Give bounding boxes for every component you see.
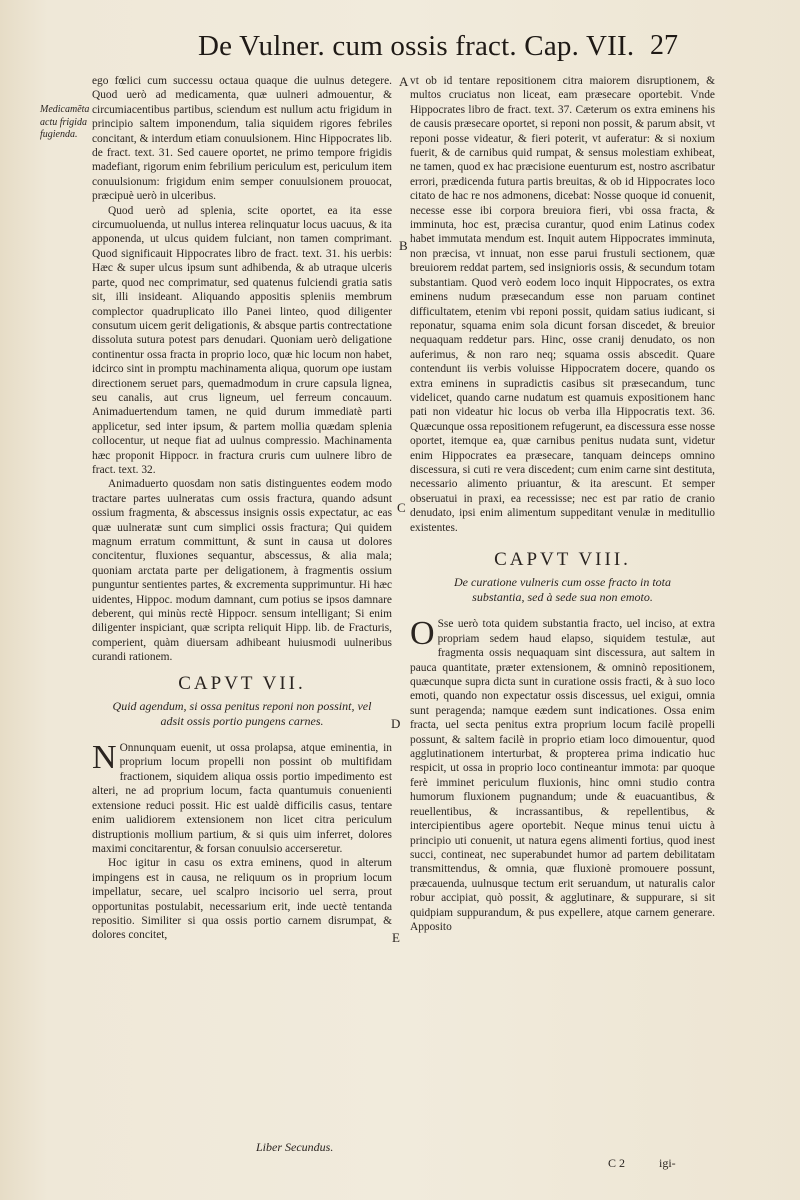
catchword-left: Liber Secundus. bbox=[256, 1140, 334, 1154]
chapter-opening-paragraph bbox=[92, 741, 392, 856]
signature-mark: C 2 bbox=[608, 1156, 626, 1170]
drop-cap: N bbox=[92, 739, 117, 777]
chapter-subtitle: Quid agendum, si ossa penitus reponi non possint, vel adsit ossis portio pungens carnes. bbox=[112, 699, 372, 729]
section-marker-b: B bbox=[399, 238, 408, 253]
paragraph: ego fœlici cum successu octaua quaque die uulnus detegere. Quod uerò ad medicamenta, quæ uulneri admouentur, & circumiacentibus partibus, sciendum est nullum actu frigidum in principio saltem imponendum, talia siquidem rigores febriles concitant, & interdum etiam conuulsionem. Hinc Hippocrates lib. de fract. text. 31. Sed cauere oportet, ne primo tempore frigidis madefiant, rigorum enim febrilium periculum est, periculum item conuulsionum: frigidum enim semper conuulsionem prouocat, præcipuè uerò in ulceribus. bbox=[92, 75, 392, 203]
left-column bbox=[92, 74, 392, 943]
right-column bbox=[410, 74, 715, 934]
paragraph: Animaduerto quosdam non satis distinguentes eodem modo tractare partes uulneratas cum ossis fractura, quando adsunt ossium fragmenta, & abscessus insignis ossis expectatur, ac eas quæ uulneratæ sunt cum simplici ossis fractura; Qui quidem magnum erratum committunt, & sunt in causa ut dolores concitentur, fluxiones sequantur, abscessus, & alia mala; quoniam arctata parte per deligationem, à fragmentis ossium punguntur sentientes partes, & excrementa supprimuntur. Hi hæc uidentes, Hippoc. modum damnant, cum potius se ipsos damnare deberent, qui minùs rectè Hippocr. sensum intelligant; Si enim diligenter inspiciant, quæ scripta reliquit Hipp. lib. de Fracturis, comperient, quàm diuersam adhibeant huiusmodi uulneribus curandi rationem. bbox=[92, 478, 392, 664]
page-number: 27 bbox=[650, 30, 678, 61]
paragraph: Quod uerò ad splenia, scite oportet, ea ita esse circumuoluenda, ut nullus interea relinquatur locus uacuus, & ita apponenda, ut ulcus quidem fulciant, non tamen comprimant. Quod significauit Hippocrates libro de fract. text. 31. his uerbis: Hæc & super ulcus ipsum sunt adhibenda, & ab utraque ulceris parte, quod nec comprimatur, sed quatenus fulciendi gratia satis sit, illi insideant. Aliquando appositis spleniis membrum complector quadruplicato illo Panei linteo, quod diligenter consutum uicem gerit deligationis, & absque partis contrectatione dissoluta sutura potest pars denudari. Quoniam uerò deligatione continentur ossa fracta in proprio loco, quæ hic locum non habet, idcirco sint in promptu machinamenta aliqua, quorum ope iustam directionem seruet pars, quemadmodum in crure capsula lignea, seu canalis, aut crus ligneum, uel ferreum concauum. Animaduertendum tamen, ne quid durum immediatè parti applicetur, sed inter ipsum, & partem mollia quædam splenia collocentur, ut neque fiat ad uulnus compressio. Machinamenta hæc proponit Hippocr. in fractura cruris cum uulnere libro de fract. text. 32. bbox=[92, 204, 392, 476]
section-marker-a: A bbox=[399, 74, 409, 89]
chapter-opening-paragraph bbox=[410, 617, 715, 934]
paragraph-text: Sse uerò tota quidem substantia fracto, uel inciso, at extra propriam sedem haud elapso, siquidem testulæ, aut fragmenta ossis nequaquam sint discessura, aut saltem in pauca quantitate, præter extensionem, & omninò repositionem, quæcunque supra dicta sunt in curatione ossis fracti, & à suo loco emoti, quando non expectatur ossis discessus, uel exigui, omnia sunt peragenda; namque eædem sunt indicationes. Ossa enim fracta, uel secta penitus extra proprium locum facilè propelli possunt, & saltem facilè in proprio etiam loco dimouentur, quod agglutinationem interturbat, & propterea prima indicatio huc respicit, ut ossa in proprio loco contineantur immota: par quoque ferè imminet periculum fluxionis, hinc omni studio contra humorum fluxionem pugnandum; unde & euacuantibus, & reuellentibus, & incrassantibus, & repellentibus, & intercipientibus agere oportebit. Neque minus tenui uictu à principio uti conuenit, ut natura egens alimenti fortius, quod inest succi, contineat, nec superabundet humor ad partem debilitatam transmittendus, & omnia, quæ fluxionè promouere possunt, præcauenda, uulnusque tectum erit seruandum, ut naturalis calor robur accipiat, quò possit, & agglutinare, & suppurare, si sit quidpiam suppurandum, & pus expellere, atque carnem generare. Apposito bbox=[410, 618, 715, 933]
chapter-subtitle: De curatione vulneris cum osse fracto in tota substantia, sed à sede sua non emoto. bbox=[454, 575, 671, 605]
running-title: De Vulner. cum ossis fract. Cap. VII. bbox=[198, 30, 635, 62]
section-marker-c: C bbox=[397, 500, 406, 515]
catchword-right: igi- bbox=[659, 1156, 676, 1170]
paragraph-text: Onnunquam euenit, ut ossa prolapsa, atque eminentia, in proprium locum propelli non possint ob multifidam fractionem, siquidem aliqua ossis portio impedimento est alteri, ne ad proprium locum, facta quantumuis conuenienti extensione reduci possit. Hic est ualdè difficilis casus, tentare enim ualidiorem extensionem non licet citra periculum distruptionis mollium partium, & si quis uim inferret, dolores maximi concitarentur, & forsan conuulsio accerseretur. bbox=[92, 742, 392, 855]
chapter-heading: CAPVT VII. bbox=[178, 672, 306, 694]
page-footer-right bbox=[608, 1156, 676, 1171]
margin-note: Medicamẽta actu frigida fugienda. bbox=[40, 104, 90, 140]
paragraph: Hoc igitur in casu os extra eminens, quod in alterum impingens est in causa, ne reliquum os in proprium locum impellatur, secare, uel scalpro incisorio uel serra, prout opportunitas postulabit, necessarium erit, inde uectè tentanda repositio. Similiter si qua ossis portio carnem disrumpat, & dolores concitet, bbox=[92, 857, 392, 942]
chapter-heading: CAPVT VIII. bbox=[494, 549, 631, 570]
page-header bbox=[0, 18, 800, 74]
paragraph: vt ob id tentare repositionem citra maiorem disruptionem, & multos cruciatus non liceat, eam præsecare oportebit. Vnde Hippocrates libro de fract. text. 37. Cæterum os extra eminens his de causis præsecare oportet, si reponi non possit, & parum absit, vt reponi posse videatur, & fieri poterit, vt auferatur: & si noxium fuerit, & de carnibus quid rumpat, & sensus molestiam exhibeat, ne tamen, quod ex hac præcisione euenturum est, nostro ascribatur errori, prædicenda futura partis breuitas, & ob id Hippocrates loco citato de hac re nos admonens, dicebat: Nosse quoque id conuenit, necesse esse ibi corpora breuiora fieri, vbi ossa fracta, & imminuta, hoc est, præcisa curantur, quod enim Latinus codex habet immutata mendum est. Inquit autem Hippocrates imminuta, non præcisa, vt innuat, non esse parui frustuli sectionem, quæ breuiorem reddat partem, sed insignioris ossis, & secundum totam substantiam. Quod verò eodem loco inquit Hippocrates, os extra eminens nudum præsecandum esse non paruam continet difficultatem, etenim vbi reponi possit, quidam satius iudicant, si reponatur, squama enim sola dicunt forsan discedet, & breuior nequaquam reddetur pars. Hinc, osse cranij denudato, os non auferimus, & non raro neq; squama ossis abscedit. Quare contendunt iis verbis voluisse Hippocratem docere, quando os extra eminens in supradictis casibus sit præsecandum, tunc videlicet, quando carne nudatum est quamuis expositionem hanc pati non videatur hic locus ob verba illa Hippocratis text. 36. Quæcunque ossa repositionem refugerunt, ea discessura esse nosse oportet, itemque ea, quæ carnibus penitus nudata sunt, videtur enim Hippocrates ea præsecare, tanquam deinceps omnino discessura, si cuti re vera discedent; cum enim carne sint destituta, necessario alimento priuantur, & ita arescunt. Et semper obseruatui in praxi, ea recessisse; nec est par ratio de cranio denudato, ipsi enim alimentum suppeditant venulæ in meditullio existentes. bbox=[410, 75, 715, 534]
section-marker-e: E bbox=[392, 930, 400, 945]
section-marker-d: D bbox=[391, 716, 401, 731]
drop-cap: O bbox=[410, 615, 435, 653]
